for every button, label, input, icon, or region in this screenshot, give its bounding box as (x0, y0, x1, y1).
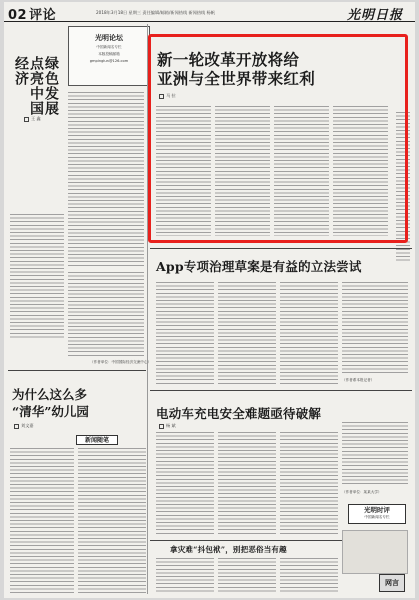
forum-title: 光明论坛 (95, 34, 123, 42)
ev-article-byline: 杨 斌 (159, 423, 176, 429)
forum-contact: 本版投稿邮箱 (98, 52, 120, 56)
divider (150, 390, 412, 391)
xinwen-suibi-tag: 新闻随笔 (76, 435, 118, 445)
text-block (342, 282, 408, 374)
text-block (156, 558, 214, 594)
author-note: （作者单位：中国国际经济交流中心） (90, 360, 152, 364)
text-block (280, 432, 338, 536)
guangming-shiping-tag: 光明时评 中国新闻名专栏 (348, 504, 406, 524)
text-block (280, 282, 338, 386)
section-name: 评论 (29, 8, 57, 23)
masthead (4, 2, 415, 22)
text-block (218, 558, 276, 594)
left-article-byline: 王 鑫 (24, 116, 41, 122)
ev-article-title: 电动车充电安全难题亟待破解 (156, 406, 322, 421)
text-block (218, 282, 276, 386)
byline-icon (24, 117, 29, 122)
newspaper-page (4, 2, 415, 598)
text-block (68, 92, 144, 268)
text-block (280, 558, 338, 594)
byline-icon (159, 424, 164, 429)
text-block (156, 432, 214, 536)
text-block (342, 422, 408, 486)
qinghua-byline: 刘文嘉 (14, 423, 34, 429)
text-block (10, 214, 64, 338)
author-note: （作者单位：某某大学） (342, 490, 382, 494)
text-block (68, 272, 144, 356)
date-line: 2018年3月18日 星期三 责任编辑/邮箱/新闻热线 新闻热线 杨帆 (96, 10, 215, 15)
wangyan-tag: 网言 (379, 574, 405, 592)
bottom-article-title: 拿灾难“抖包袱”，别把恶俗当有趣 (170, 545, 287, 554)
text-block (156, 282, 214, 386)
author-note: （作者系本报记者） (342, 378, 375, 382)
highlight-frame (148, 34, 408, 243)
divider (150, 248, 412, 249)
main-article-title: 新一轮改革开放将给 亚洲与全世界带来红利 (157, 50, 316, 88)
main-article-byline: 马 拉 (159, 93, 176, 99)
page-number: 02 评论 (8, 8, 57, 23)
forum-subtitle: 中国新闻名专栏 (96, 45, 122, 49)
app-article-title: App专项治理草案是有益的立法尝试 (156, 259, 362, 274)
divider (8, 370, 146, 371)
text-block (78, 448, 146, 594)
qinghua-article-title: 为什么这么多 “清华”幼儿园 (12, 387, 89, 419)
left-article-title: 绿色发展 点亮中国 经济 (13, 56, 59, 116)
text-block (10, 448, 74, 594)
text-block (218, 432, 276, 536)
byline-icon (14, 424, 19, 429)
forum-email: gmpinglun@126.com (89, 59, 129, 63)
forum-box (68, 26, 150, 86)
paper-logo: 光明日报 (346, 8, 403, 23)
illustration (342, 530, 408, 574)
divider (150, 540, 342, 541)
